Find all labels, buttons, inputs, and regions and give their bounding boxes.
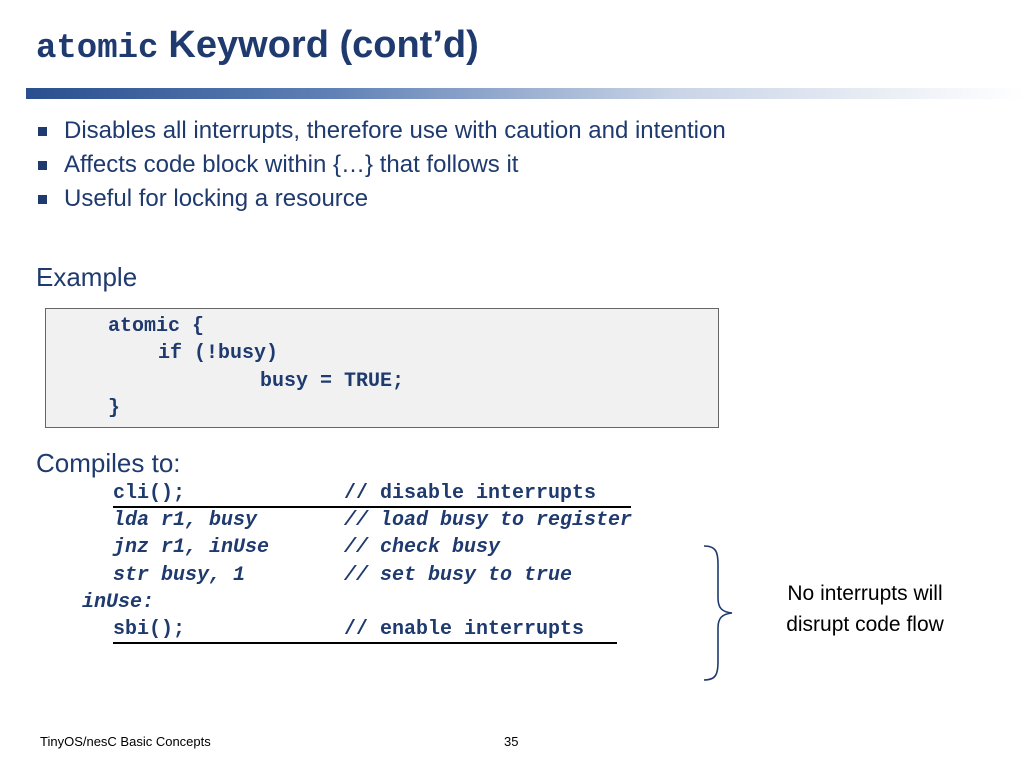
asm-instruction: cli(); [113,482,186,505]
example-heading: Example [36,262,138,292]
bullet-text: Useful for locking a resource [64,185,369,212]
bullet-item [36,114,726,148]
asm-comment: // load busy to register [344,509,633,532]
asm-instruction: jnz r1, inUse [113,536,270,559]
code-line: busy = TRUE; [260,370,405,393]
bullet-item [36,182,726,216]
asm-label: inUse: [82,591,155,614]
asm-instruction: sbi(); [113,618,186,641]
asm-instruction: lda r1, busy [113,509,258,532]
title-underline-bar [26,88,1024,99]
slide-title [36,24,479,68]
interrupt-note [760,578,970,640]
title-rest: Keyword (cont’d) [168,24,479,66]
bullet-list [36,114,726,216]
note-line: disrupt code flow [786,613,944,636]
asm-comment: // check busy [344,536,501,559]
asm-comment: // enable interrupts [344,618,585,641]
asm-instruction: str busy, 1 [113,564,246,587]
bullet-text: Disables all interrupts, therefore use with caution and intention [64,117,726,144]
code-line: if (!busy) [158,342,279,365]
bullet-item [36,148,726,182]
code-line: atomic { [108,315,205,338]
bullet-text: Affects code block within {…} that follows it [64,151,519,178]
square-bullet-icon [38,195,47,204]
asm-comment: // set busy to true [344,564,573,587]
footer-title: TinyOS/nesC Basic Concepts [40,734,211,749]
note-line: No interrupts will [787,582,943,605]
code-line: } [108,397,121,420]
highlight-underline [113,506,631,508]
compiles-heading: Compiles to: [36,448,181,478]
right-brace-icon [700,544,746,682]
example-code-box [45,308,719,428]
square-bullet-icon [38,127,47,136]
asm-comment: // disable interrupts [344,482,597,505]
highlight-underline [113,642,617,644]
page-number: 35 [504,734,519,749]
title-keyword: atomic [36,30,159,68]
square-bullet-icon [38,161,47,170]
